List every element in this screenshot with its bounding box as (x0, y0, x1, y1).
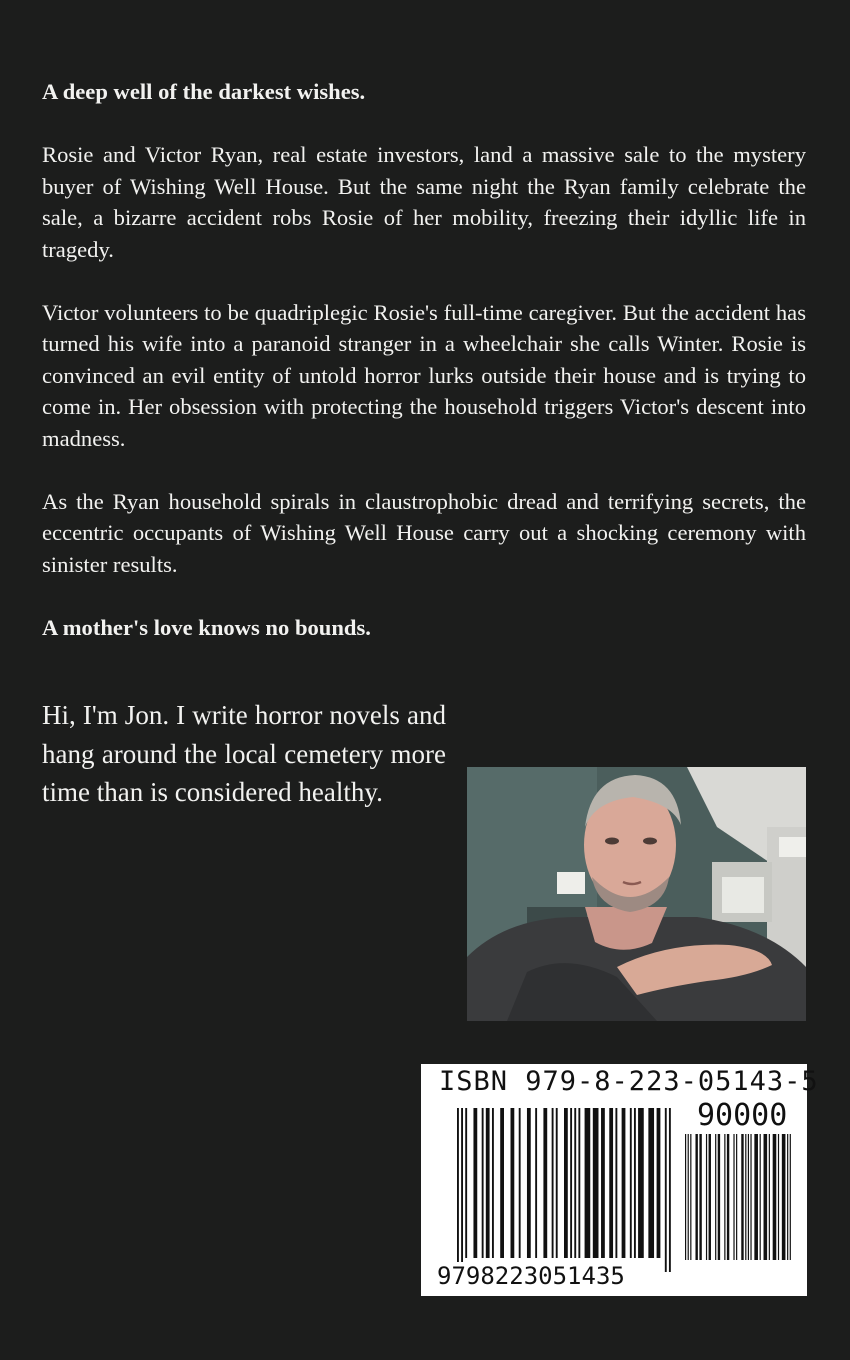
barcode-bar (622, 1108, 626, 1258)
barcode-bar (500, 1108, 504, 1258)
barcode-bar (564, 1108, 568, 1258)
barcode-bar (486, 1108, 490, 1258)
barcode-bar (638, 1108, 644, 1258)
barcode-bar (669, 1108, 671, 1272)
author-photo (467, 767, 806, 1021)
barcode-bar (709, 1134, 711, 1260)
barcode-bar (690, 1134, 691, 1260)
barcode-bar (461, 1108, 463, 1272)
barcode-bar (585, 1108, 591, 1258)
barcode-bar (769, 1134, 770, 1260)
barcode-bar (609, 1108, 613, 1258)
barcode-bar (615, 1108, 617, 1258)
barcode-bar (706, 1134, 707, 1260)
barcode-bar (760, 1134, 761, 1260)
isbn-barcode (421, 1064, 819, 1296)
barcode-bar (782, 1134, 786, 1260)
barcode-bar (593, 1108, 599, 1258)
back-cover-blurb (42, 76, 806, 675)
barcode-bar (715, 1134, 716, 1260)
barcode-bar (745, 1134, 746, 1260)
barcode-bar (764, 1134, 768, 1260)
addon-barcode-bars (685, 1134, 791, 1264)
barcode-bar (457, 1108, 459, 1272)
author-bio: Hi, I'm Jon. I write horror novels and hang around the local cemetery more time than is considered healthy. (42, 700, 446, 807)
barcode-bar (750, 1134, 751, 1260)
ean-digits: 9798223051435 (437, 1262, 625, 1290)
blurb-paragraph-3: As the Ryan household spirals in claustrophobic dread and terrifying secrets, the eccentric occupants of Wishing Well House carry out a shocking ceremony with sinister results. (42, 488, 806, 577)
barcode-bar (657, 1108, 661, 1258)
barcode-bar (718, 1134, 720, 1260)
barcode-bar (733, 1134, 734, 1260)
price-code: 90000 (697, 1098, 788, 1133)
isbn-label: ISBN 979-8-223-05143-5 (439, 1066, 819, 1097)
barcode-bar (787, 1134, 788, 1260)
blurb-paragraph-2: Victor volunteers to be quadriplegic Rosie's full-time caregiver. But the accident has turned his wife into a paranoid stranger in a wheelchair she calls Winter. Rosie is convinced an evil entity of untold horror lurks outside their house and is trying to come in. Her obsession with protecting the household triggers Victor's descent into madness. (42, 299, 806, 451)
barcode-bar (648, 1108, 654, 1258)
ean-barcode-bars (457, 1108, 671, 1276)
barcode-bar (634, 1108, 636, 1258)
barcode-bar (527, 1108, 531, 1258)
barcode-bar (473, 1108, 477, 1258)
barcode-bar (570, 1108, 572, 1258)
barcode-bar (688, 1134, 689, 1260)
author-portrait-illustration (467, 767, 806, 1021)
barcode-bar (736, 1134, 737, 1260)
barcode-bar (727, 1134, 729, 1260)
barcode-bar (790, 1134, 791, 1260)
barcode-bar (574, 1108, 576, 1258)
barcode-bar (724, 1134, 725, 1260)
barcode-bar (511, 1108, 515, 1258)
blurb-paragraph-1: Rosie and Victor Ryan, real estate investors, land a massive sale to the mystery buyer of Wishing Well House. But the same night the Ryan family celebrate the sale, a bizarre accident robs Rosie of her mobility, freezing their idyllic life in tragedy. (42, 142, 806, 262)
blurb-closing: A mother's love knows no bounds. (42, 614, 371, 640)
barcode-bar (492, 1108, 494, 1258)
barcode-bar (778, 1134, 779, 1260)
barcode-bar (552, 1108, 554, 1258)
barcode-bar (601, 1108, 605, 1258)
barcode-bar (695, 1134, 697, 1260)
barcode-bar (578, 1108, 580, 1258)
barcode-bar (465, 1108, 467, 1258)
barcode-bar (699, 1134, 701, 1260)
barcode-bar (543, 1108, 547, 1258)
blurb-hook: A deep well of the darkest wishes. (42, 79, 366, 104)
barcode-bar (773, 1134, 777, 1260)
barcode-bar (685, 1134, 686, 1260)
barcode-bar (665, 1108, 667, 1272)
barcode-bar (519, 1108, 521, 1258)
barcode-bar (748, 1134, 749, 1260)
barcode-bar (741, 1134, 743, 1260)
barcode-bar (482, 1108, 484, 1258)
barcode-bar (556, 1108, 558, 1258)
barcode-bar (535, 1108, 537, 1258)
barcode-bar (630, 1108, 632, 1258)
barcode-bar (754, 1134, 758, 1260)
